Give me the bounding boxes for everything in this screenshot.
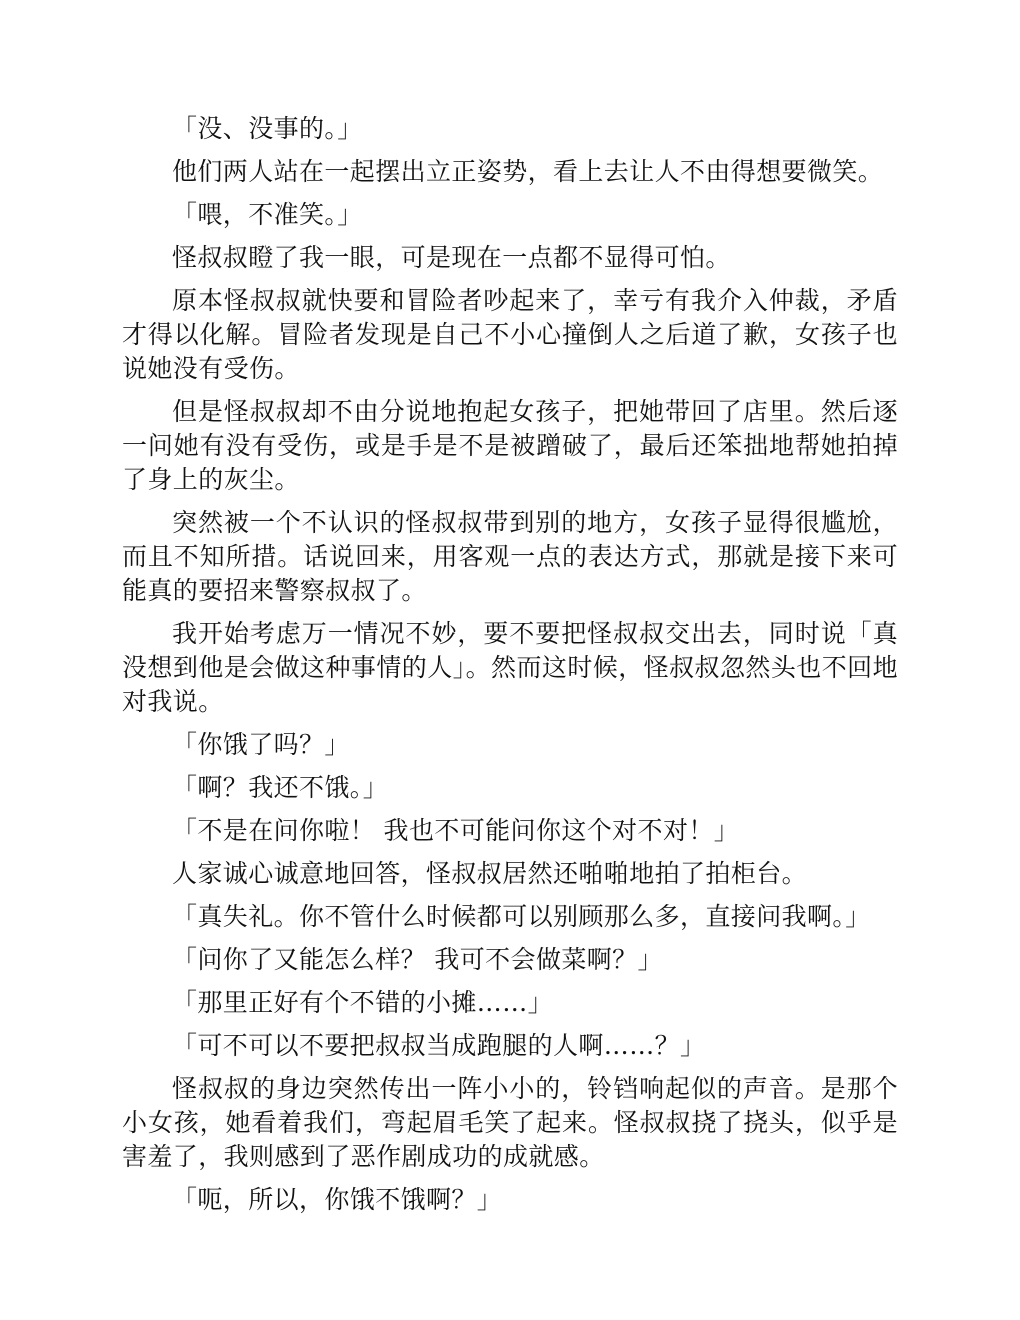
paragraph: 「没、没事的。」 (172, 114, 363, 143)
paragraph: 怪叔叔的身边突然传出一阵小小的，铃铛响起似的声音。是那个小女孩，她看着我们，弯起眉毛笑了起来。怪叔叔挠了挠头，似乎是害羞了，我则感到了恶作剧成功的成就感。 (122, 1074, 898, 1171)
paragraph: 「你饿了吗？」 (172, 730, 350, 759)
paragraph: 我开始考虑万一情况不妙，要不要把怪叔叔交出去，同时说「真没想到他是会做这种事情的人」。然而这时候，怪叔叔忽然头也不回地对我说。 (122, 619, 898, 716)
paragraph: 「问你了又能怎么样？ 我可不会做菜啊？」 (172, 945, 663, 974)
paragraph: 「可不可以不要把叔叔当成跑腿的人啊……？」 (172, 1031, 706, 1060)
paragraph: 怪叔叔瞪了我一眼，可是现在一点都不显得可怕。 (172, 243, 731, 272)
paragraph: 但是怪叔叔却不由分说地抱起女孩子，把她带回了店里。然后逐一问她有没有受伤，或是手是不是被蹭破了，最后还笨拙地帮她拍掉了身上的灰尘。 (122, 397, 898, 494)
paragraph: 「不是在问你啦！ 我也不可能问你这个对不对！」 (172, 816, 740, 845)
paragraph: 突然被一个不认识的怪叔叔带到别的地方，女孩子显得很尴尬，而且不知所措。话说回来，用客观一点的表达方式，那就是接下来可能真的要招来警察叔叔了。 (122, 508, 898, 605)
paragraph: 「喂，不准笑。」 (172, 200, 363, 229)
paragraph: 人家诚心诚意地回答，怪叔叔居然还啪啪地拍了拍柜台。 (172, 859, 808, 888)
paragraph: 「真失礼。你不管什么时候都可以别顾那么多，直接问我啊。」 (172, 902, 871, 931)
paragraph: 「那里正好有个不错的小摊……」 (172, 988, 554, 1017)
paragraph: 原本怪叔叔就快要和冒险者吵起来了，幸亏有我介入仲裁，矛盾才得以化解。冒险者发现是自己不小心撞倒人之后道了歉，女孩子也说她没有受伤。 (122, 286, 898, 383)
paragraph: 他们两人站在一起摆出立正姿势，看上去让人不由得想要微笑。 (172, 157, 884, 186)
paragraph: 「呃，所以，你饿不饿啊？」 (172, 1185, 503, 1214)
document-page (122, 112, 898, 1226)
paragraph: 「啊？我还不饿。」 (172, 773, 389, 802)
